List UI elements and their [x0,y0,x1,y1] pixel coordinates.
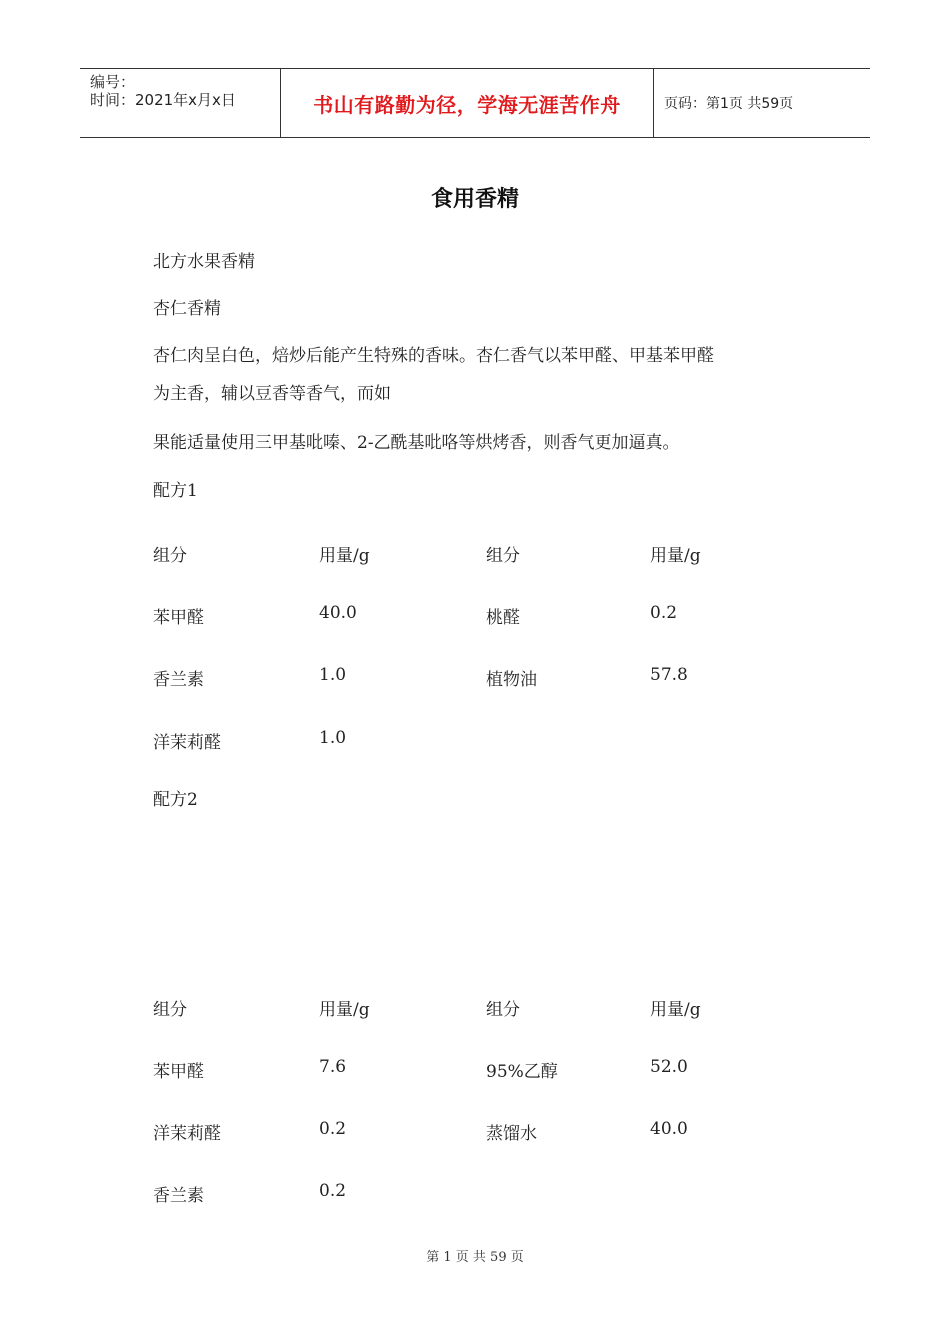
motto-text: 书山有路勤为径，学海无涯苦作舟 [313,92,621,117]
table-cell: 57.8 [650,665,688,685]
document-number-label: 编号： [90,73,136,91]
formula1-label: 配方1 [153,481,198,501]
formula2-label: 配方2 [153,790,198,810]
table-header-cell: 组分 [486,1000,520,1020]
table-row [153,603,793,633]
page-footer: 第 1 页 共 59 页 [426,1250,524,1265]
paragraph-almond-desc-2: 为主香，辅以豆香等香气，而如 [153,384,391,404]
table-cell: 1.0 [319,728,347,748]
document-title: 食用香精 [430,187,519,212]
table-header-cell: 用量/g [319,1000,370,1020]
table-cell: 苯甲醛 [153,1062,204,1082]
table-header-cell: 组分 [153,546,187,566]
page-code: 页码：第1页 共59页 [664,96,794,112]
table-row [153,1181,793,1211]
formula1-header-row [153,541,793,571]
table-row [153,1119,793,1149]
table-cell: 0.2 [650,603,678,623]
table-row [153,728,793,758]
table-cell: 52.0 [650,1057,688,1077]
table-header-cell: 用量/g [319,546,370,566]
table-cell: 蒸馏水 [486,1124,537,1144]
table-header-cell: 用量/g [650,1000,701,1020]
table-row [153,1057,793,1087]
table-cell: 40.0 [650,1119,688,1139]
table-header-cell: 组分 [153,1000,187,1020]
table-header-cell: 组分 [486,546,520,566]
table-cell: 0.2 [319,1181,347,1201]
table-cell: 苯甲醛 [153,608,204,628]
page-header [80,68,870,138]
table-cell: 1.0 [319,665,347,685]
table-cell: 7.6 [319,1057,347,1077]
table-cell: 95%乙醇 [486,1062,558,1082]
document-date: 时间：2021年x月x日 [90,91,236,109]
table-cell: 香兰素 [153,1186,204,1206]
table-cell: 香兰素 [153,670,204,690]
header-meta [80,69,281,137]
header-page-code-cell [654,69,870,137]
table-cell: 植物油 [486,670,537,690]
table-row [153,665,793,695]
formula2-header-row [153,995,793,1025]
table-cell: 0.2 [319,1119,347,1139]
table-cell: 洋茉莉醛 [153,1124,221,1144]
paragraph-almond-desc-1: 杏仁肉呈白色，焙炒后能产生特殊的香味。杏仁香气以苯甲醛、甲基苯甲醛 [153,346,714,366]
paragraph-almond-heading: 杏仁香精 [153,299,221,319]
header-motto-cell [281,69,654,137]
table-cell: 40.0 [319,603,357,623]
paragraph-almond-desc-3: 果能适量使用三甲基吡嗪、2-乙酰基吡咯等烘烤香，则香气更加逼真。 [153,433,680,453]
table-header-cell: 用量/g [650,546,701,566]
table-cell: 洋茉莉醛 [153,733,221,753]
paragraph-north-fruit: 北方水果香精 [153,252,255,272]
table-cell: 桃醛 [486,608,520,628]
